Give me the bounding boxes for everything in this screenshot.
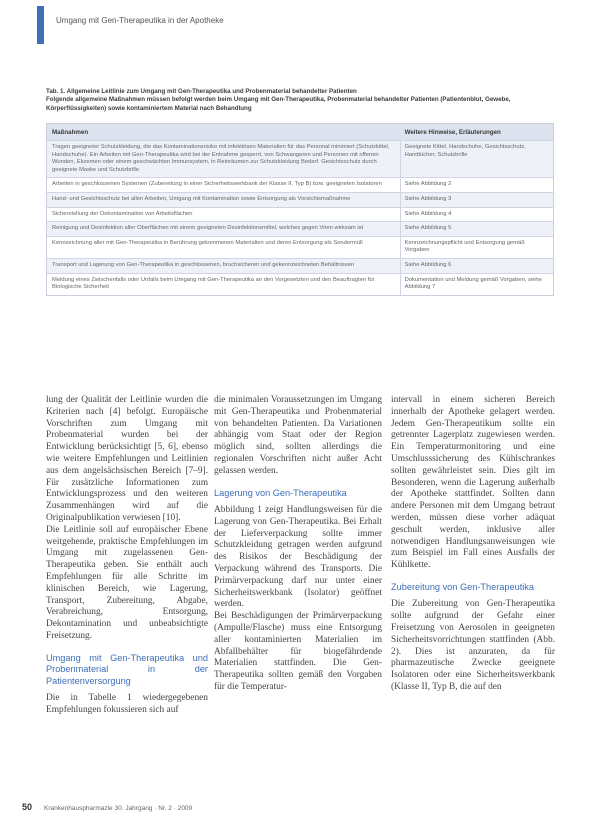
table-header-row xyxy=(47,124,553,140)
table-cell-note: Siehe Abbildung 6 xyxy=(404,261,452,268)
section-color-marker xyxy=(37,6,44,44)
table-cell-measure: Hand- und Gesichtsschutz bei allen Arbeiten, Umgang mit Kontamination sowie Entsorgung als Vorsichtsmaßnahme xyxy=(47,193,401,207)
body-paragraph: Die Leitlinie soll auf europäischer Ebene weitgehende, praktische Empfehlungen im Umgang mit zugelassenen Gen-Therapeutika geben. Sie enthält auch Empfehlungen für alle Schritte im klinischen Bereich, wie Lagerung, Transport, Zubereitung, Abgabe, Verabreichung, Entsorgung, Dekontamination und unbeabsichtigte Freisetzung. xyxy=(46,524,208,641)
table-caption-title: Tab. 1. Allgemeine Leitlinie zum Umgang mit Gen-Therapeutika und Probenmaterial behandelter Patienten xyxy=(46,88,357,95)
guideline-table xyxy=(46,123,554,296)
table-cell-note: Kennzeichnungspflicht und Entsorgung gemäß Vorgaben xyxy=(404,239,525,254)
body-paragraph: die minimalen Voraussetzungen im Umgang mit Gen-Therapeutika und Probenmaterial von behandelten Patienten. Da Variationen abhängig vom Staat oder der Region möglich sind, sollten allerdings die regionalen Vorschriften nicht außer Acht gelassen werden. xyxy=(214,395,382,476)
table-cell-note: Siehe Abbildung 4 xyxy=(404,210,452,217)
body-paragraph: Bei Beschädigungen der Primärverpackung (Ampulle/Flasche) muss eine Entsorgung aller kontaminierten Materialien im Abfallbehälter für biogefährdende Materialien stattfinden. Die Gen-Therapeutika sollten gemäß den Vorgaben für die Temperatur- xyxy=(214,611,382,693)
body-paragraph: Abbildung 1 zeigt Handlungsweisen für die Lagerung von Gen-Therapeutika. Bei Erhalt der Lieferverpackung sollte immer Schutzkleidung getragen werden aufgrund des Risikos der Beschädigung der Verpackung während des Transports. Die Primärverpackung darf nur unter einer Sicherheitswerkbank (Isolator) geöffnet werden. xyxy=(214,505,382,610)
table-caption xyxy=(46,88,556,113)
table-row xyxy=(47,258,553,273)
table-cell-measure: Sicherstellung der Dekontamination von Arbeitsflächen xyxy=(47,208,401,222)
journal-citation: Krankenhauspharmazie 30. Jahrgang · Nr. 2 · 2009 xyxy=(44,805,193,812)
page-footer xyxy=(22,802,192,812)
table-row xyxy=(47,221,553,236)
page-number: 50 xyxy=(22,802,33,812)
body-paragraph: Die Zubereitung von Gen-Therapeutika sollte aufgrund der Gefahr einer Freisetzung von Aerosolen in geeigneten Sicherheitsvorrichtungen stattfinden (Abb. 2). Dies ist anzuraten, da für pharmazeutische Zwecke geeignete Isolatoren oder eine Sicherheitswerkbank (Klasse II, Typ B, die auf den xyxy=(391,599,555,693)
running-title: Umgang mit Gen-Therapeutika in der Apotheke xyxy=(56,16,224,25)
table-cell-note: Siehe Abbildung 5 xyxy=(404,225,452,232)
table-row xyxy=(47,192,553,207)
table-cell-measure: Kennzeichnung aller mit Gen-Therapeutika in Berührung gekommenen Materialien und deren Entsorgung als Sondermüll xyxy=(47,237,401,258)
table-cell-note: Dokumentation und Meldung gemäß Vorgaben, siehe Abbildung 7 xyxy=(404,276,542,291)
body-paragraph: intervall in einem sicheren Bereich innerhalb der Apotheke gelagert werden. Jedem Gen-Therapeutikum sollte ein getrennter Lagerplatz zugewiesen werden. Ein Temperaturmonitoring und eine Umschlusssicherung des Kühlschrankes sollten gewährleistet sein. Dies gilt im Besonderen, wenn die Lagerung außerhalb der Apotheke stattfindet. Sollten dann andere Personen mit dem Umgang betraut werden, müssen diese vorher adäquat geschult werden, inklusive aller notwendigen Handlungsanweisungen wie zum Beispiel im Fall eines Ausfalls der Kühlkette. xyxy=(391,395,555,571)
table-cell-measure: Transport und Lagerung von Gen-Therapeutika in geschlossenen, bruchsicheren und gekennzeichneten Behältnissen xyxy=(47,259,401,273)
table-cell-measure: Reinigung und Desinfektion aller Oberflächen mit einem geeigneten Desinfektionsmittel, welches gegen Viren wirksam ist xyxy=(47,222,401,236)
table-cell-note: Siehe Abbildung 2 xyxy=(404,181,452,188)
body-column-3 xyxy=(391,395,555,694)
body-paragraph: Die in Tabelle 1 wiedergegebenen Empfehlungen fokussieren sich auf xyxy=(46,693,208,716)
table-cell-note: Geeignete Kittel, Handschuhe, Gesichtsschutz, Handtücher, Schutzbrille xyxy=(404,144,526,158)
body-column-1 xyxy=(46,395,208,717)
table-row xyxy=(47,236,553,258)
section-heading: Zubereitung von Gen-Therapeutika xyxy=(391,581,535,592)
table-cell-measure: Tragen geeigneter Schutzkleidung, die das Kontaminationsrisiko mit infektiösen Materialien für das Personal minimiert (Schutzkittel, Handschuhe). Ein Arbeiten mit Gen-Therapeutika wird bei der Entnahme gesperrt, von Schwangeren und Personen mit offenen Wunden, Ekzemen oder einem geschwächten Immunsystem, in Reinräumen zur Schutzkleidung Bedarf. Gesichtsschutz durch geeignete Maske und Schutzbrille xyxy=(47,141,401,177)
table-row xyxy=(47,273,553,295)
table-row xyxy=(47,207,553,222)
section-heading: Umgang mit Gen-Therapeutika und Probenmaterial in der Patientenversorgung xyxy=(46,652,208,686)
body-paragraph: lung der Qualität der Leitlinie wurden die Kriterien nach [4] befolgt. Europäische Vorschriften zum Umgang mit Probenmaterial wurden bei der Entwicklung berücksichtigt [5, 6], ebenso wie weitere Empfehlungen und Leitlinien aus dem angelsächsischen Bereich [7–9]. Für zusätzliche Informationen zum Entwicklungsprozess und den weiteren Zusammenhängen wird auf die Originalpublikation verwiesen [10]. xyxy=(46,395,208,523)
table-row xyxy=(47,140,553,177)
section-heading: Lagerung von Gen-Therapeutika xyxy=(214,487,347,498)
table-row xyxy=(47,177,553,192)
table-cell-measure: Meldung eines Zwischenfalls oder Unfalls beim Umgang mit Gen-Therapeutika an den Vorgesetzten und den Beauftragten für Biologische Sicherheit xyxy=(47,274,401,295)
table-header-measures: Maßnahmen xyxy=(52,128,89,136)
table-cell-measure: Arbeiten in geschlossenen Systemen (Zubereitung in einer Sicherheitswerkbank der Klasse II, Typ B) bzw. geeigneten Isolatoren xyxy=(47,178,401,192)
table-cell-note: Siehe Abbildung 3 xyxy=(404,195,452,202)
table-caption-description: Folgende allgemeine Maßnahmen müssen befolgt werden beim Umgang mit Gen-Therapeutika, Probenmaterial behandelter Patienten (Patientenblut, Gewebe, Körperflüssigkeiten) sowie kontaminiertem Material nach Behandlung xyxy=(46,96,511,112)
table-header-notes: Weitere Hinweise, Erläuterungen xyxy=(404,128,501,136)
body-column-2 xyxy=(214,395,382,694)
